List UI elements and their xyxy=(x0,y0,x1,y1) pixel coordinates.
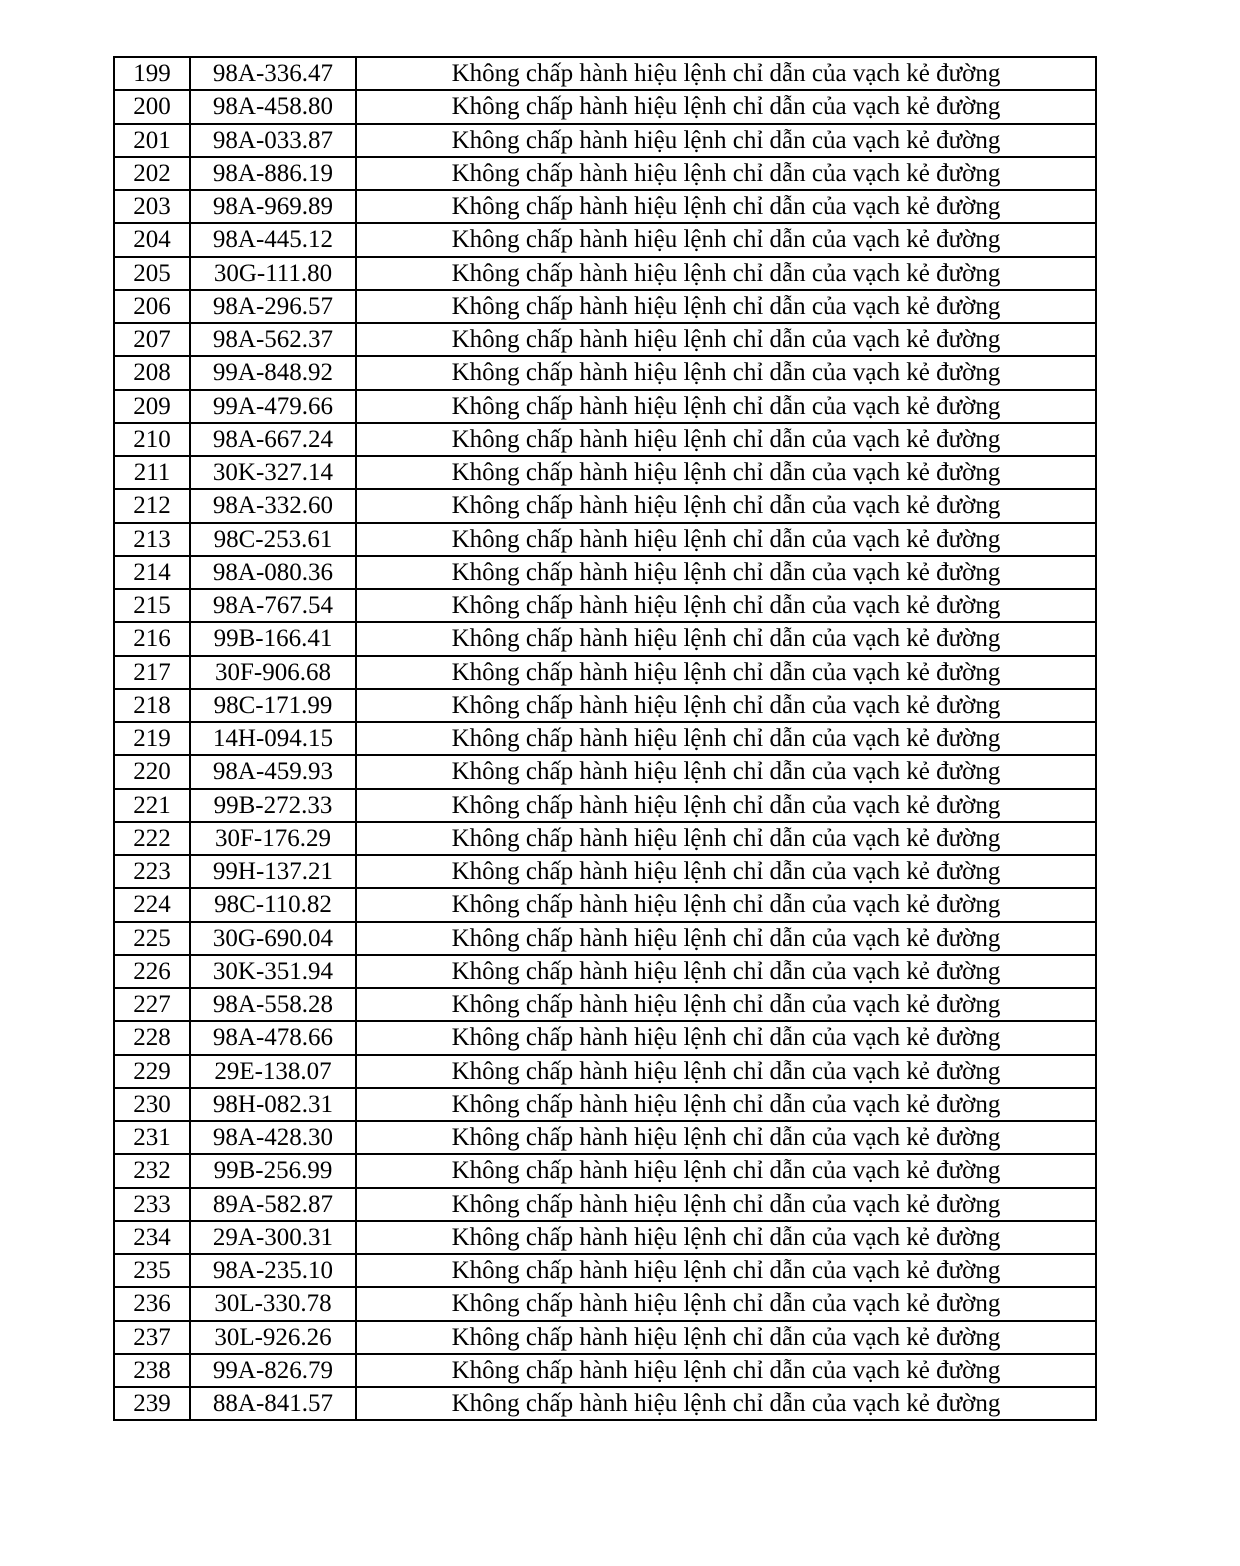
violation-description: Không chấp hành hiệu lệnh chỉ dẫn của vạch kẻ đường xyxy=(356,523,1096,556)
license-plate: 88A-841.57 xyxy=(190,1387,356,1420)
table-row xyxy=(114,589,1096,622)
license-plate: 98A-558.28 xyxy=(190,988,356,1021)
row-number: 224 xyxy=(114,888,190,921)
license-plate: 30K-351.94 xyxy=(190,955,356,988)
table-row xyxy=(114,689,1096,722)
violation-description: Không chấp hành hiệu lệnh chỉ dẫn của vạch kẻ đường xyxy=(356,456,1096,489)
license-plate: 98A-033.87 xyxy=(190,124,356,157)
violation-description: Không chấp hành hiệu lệnh chỉ dẫn của vạch kẻ đường xyxy=(356,1221,1096,1254)
violation-description: Không chấp hành hiệu lệnh chỉ dẫn của vạch kẻ đường xyxy=(356,1188,1096,1221)
license-plate: 98A-445.12 xyxy=(190,223,356,256)
row-number: 200 xyxy=(114,90,190,123)
violation-description: Không chấp hành hiệu lệnh chỉ dẫn của vạch kẻ đường xyxy=(356,1287,1096,1320)
violation-description: Không chấp hành hiệu lệnh chỉ dẫn của vạch kẻ đường xyxy=(356,888,1096,921)
table-row xyxy=(114,1287,1096,1320)
violation-description: Không chấp hành hiệu lệnh chỉ dẫn của vạch kẻ đường xyxy=(356,1154,1096,1187)
row-number: 216 xyxy=(114,622,190,655)
row-number: 202 xyxy=(114,157,190,190)
row-number: 239 xyxy=(114,1387,190,1420)
table-row xyxy=(114,722,1096,755)
violation-description: Không chấp hành hiệu lệnh chỉ dẫn của vạch kẻ đường xyxy=(356,755,1096,788)
table-row xyxy=(114,922,1096,955)
license-plate: 98A-478.66 xyxy=(190,1021,356,1054)
table-row xyxy=(114,1154,1096,1187)
row-number: 236 xyxy=(114,1287,190,1320)
row-number: 217 xyxy=(114,656,190,689)
table-row xyxy=(114,755,1096,788)
license-plate: 98H-082.31 xyxy=(190,1088,356,1121)
license-plate: 30L-926.26 xyxy=(190,1321,356,1354)
row-number: 221 xyxy=(114,789,190,822)
table-row xyxy=(114,257,1096,290)
row-number: 215 xyxy=(114,589,190,622)
row-number: 213 xyxy=(114,523,190,556)
license-plate: 98A-886.19 xyxy=(190,157,356,190)
violations-table-body xyxy=(114,57,1096,1420)
violation-description: Không chấp hành hiệu lệnh chỉ dẫn của vạch kẻ đường xyxy=(356,1055,1096,1088)
license-plate: 99B-166.41 xyxy=(190,622,356,655)
table-row xyxy=(114,955,1096,988)
license-plate: 30K-327.14 xyxy=(190,456,356,489)
table-row xyxy=(114,1221,1096,1254)
violation-description: Không chấp hành hiệu lệnh chỉ dẫn của vạch kẻ đường xyxy=(356,855,1096,888)
row-number: 237 xyxy=(114,1321,190,1354)
license-plate: 29E-138.07 xyxy=(190,1055,356,1088)
violation-description: Không chấp hành hiệu lệnh chỉ dẫn của vạch kẻ đường xyxy=(356,257,1096,290)
row-number: 223 xyxy=(114,855,190,888)
table-row xyxy=(114,1387,1096,1420)
table-row xyxy=(114,556,1096,589)
table-row xyxy=(114,124,1096,157)
license-plate: 98A-235.10 xyxy=(190,1254,356,1287)
license-plate: 98C-253.61 xyxy=(190,523,356,556)
license-plate: 99A-826.79 xyxy=(190,1354,356,1387)
violation-description: Không chấp hành hiệu lệnh chỉ dẫn của vạch kẻ đường xyxy=(356,90,1096,123)
license-plate: 99A-479.66 xyxy=(190,390,356,423)
license-plate: 30L-330.78 xyxy=(190,1287,356,1320)
violation-description: Không chấp hành hiệu lệnh chỉ dẫn của vạch kẻ đường xyxy=(356,689,1096,722)
row-number: 225 xyxy=(114,922,190,955)
table-row xyxy=(114,988,1096,1021)
violation-description: Không chấp hành hiệu lệnh chỉ dẫn của vạch kẻ đường xyxy=(356,822,1096,855)
violation-description: Không chấp hành hiệu lệnh chỉ dẫn của vạch kẻ đường xyxy=(356,955,1096,988)
row-number: 203 xyxy=(114,190,190,223)
row-number: 233 xyxy=(114,1188,190,1221)
violation-description: Không chấp hành hiệu lệnh chỉ dẫn của vạch kẻ đường xyxy=(356,922,1096,955)
row-number: 227 xyxy=(114,988,190,1021)
license-plate: 99B-256.99 xyxy=(190,1154,356,1187)
row-number: 199 xyxy=(114,57,190,90)
table-row xyxy=(114,523,1096,556)
table-row xyxy=(114,1088,1096,1121)
row-number: 210 xyxy=(114,423,190,456)
table-row xyxy=(114,822,1096,855)
row-number: 206 xyxy=(114,290,190,323)
table-row xyxy=(114,888,1096,921)
table-row xyxy=(114,290,1096,323)
row-number: 238 xyxy=(114,1354,190,1387)
license-plate: 98A-458.80 xyxy=(190,90,356,123)
license-plate: 98A-332.60 xyxy=(190,489,356,522)
table-row xyxy=(114,190,1096,223)
row-number: 218 xyxy=(114,689,190,722)
row-number: 230 xyxy=(114,1088,190,1121)
row-number: 226 xyxy=(114,955,190,988)
table-row xyxy=(114,1055,1096,1088)
violation-description: Không chấp hành hiệu lệnh chỉ dẫn của vạch kẻ đường xyxy=(356,589,1096,622)
license-plate: 98A-767.54 xyxy=(190,589,356,622)
violation-description: Không chấp hành hiệu lệnh chỉ dẫn của vạch kẻ đường xyxy=(356,988,1096,1021)
row-number: 205 xyxy=(114,257,190,290)
table-row xyxy=(114,489,1096,522)
violation-description: Không chấp hành hiệu lệnh chỉ dẫn của vạch kẻ đường xyxy=(356,423,1096,456)
table-row xyxy=(114,656,1096,689)
table-row xyxy=(114,1121,1096,1154)
violation-description: Không chấp hành hiệu lệnh chỉ dẫn của vạch kẻ đường xyxy=(356,1021,1096,1054)
violation-description: Không chấp hành hiệu lệnh chỉ dẫn của vạch kẻ đường xyxy=(356,157,1096,190)
violation-description: Không chấp hành hiệu lệnh chỉ dẫn của vạch kẻ đường xyxy=(356,290,1096,323)
table-row xyxy=(114,1321,1096,1354)
violation-description: Không chấp hành hiệu lệnh chỉ dẫn của vạch kẻ đường xyxy=(356,223,1096,256)
violation-description: Không chấp hành hiệu lệnh chỉ dẫn của vạch kẻ đường xyxy=(356,124,1096,157)
violation-description: Không chấp hành hiệu lệnh chỉ dẫn của vạch kẻ đường xyxy=(356,622,1096,655)
table-row xyxy=(114,390,1096,423)
row-number: 208 xyxy=(114,356,190,389)
license-plate: 99H-137.21 xyxy=(190,855,356,888)
table-row xyxy=(114,1021,1096,1054)
row-number: 232 xyxy=(114,1154,190,1187)
violation-description: Không chấp hành hiệu lệnh chỉ dẫn của vạch kẻ đường xyxy=(356,57,1096,90)
violation-description: Không chấp hành hiệu lệnh chỉ dẫn của vạch kẻ đường xyxy=(356,722,1096,755)
table-row xyxy=(114,456,1096,489)
row-number: 211 xyxy=(114,456,190,489)
table-row xyxy=(114,356,1096,389)
row-number: 201 xyxy=(114,124,190,157)
license-plate: 99B-272.33 xyxy=(190,789,356,822)
row-number: 204 xyxy=(114,223,190,256)
violation-description: Không chấp hành hiệu lệnh chỉ dẫn của vạch kẻ đường xyxy=(356,489,1096,522)
license-plate: 98A-667.24 xyxy=(190,423,356,456)
violation-description: Không chấp hành hiệu lệnh chỉ dẫn của vạch kẻ đường xyxy=(356,190,1096,223)
license-plate: 98C-110.82 xyxy=(190,888,356,921)
violation-description: Không chấp hành hiệu lệnh chỉ dẫn của vạch kẻ đường xyxy=(356,1088,1096,1121)
table-row xyxy=(114,1254,1096,1287)
table-row xyxy=(114,423,1096,456)
row-number: 207 xyxy=(114,323,190,356)
violation-description: Không chấp hành hiệu lệnh chỉ dẫn của vạch kẻ đường xyxy=(356,390,1096,423)
license-plate: 98A-459.93 xyxy=(190,755,356,788)
table-row xyxy=(114,622,1096,655)
row-number: 212 xyxy=(114,489,190,522)
violation-description: Không chấp hành hiệu lệnh chỉ dẫn của vạch kẻ đường xyxy=(356,556,1096,589)
license-plate: 30G-690.04 xyxy=(190,922,356,955)
table-row xyxy=(114,855,1096,888)
license-plate: 30F-906.68 xyxy=(190,656,356,689)
table-row xyxy=(114,223,1096,256)
license-plate: 98A-080.36 xyxy=(190,556,356,589)
row-number: 231 xyxy=(114,1121,190,1154)
license-plate: 89A-582.87 xyxy=(190,1188,356,1221)
row-number: 229 xyxy=(114,1055,190,1088)
violation-description: Không chấp hành hiệu lệnh chỉ dẫn của vạch kẻ đường xyxy=(356,656,1096,689)
table-row xyxy=(114,1354,1096,1387)
license-plate: 98A-296.57 xyxy=(190,290,356,323)
row-number: 214 xyxy=(114,556,190,589)
license-plate: 98A-336.47 xyxy=(190,57,356,90)
row-number: 234 xyxy=(114,1221,190,1254)
license-plate: 30F-176.29 xyxy=(190,822,356,855)
row-number: 220 xyxy=(114,755,190,788)
violation-description: Không chấp hành hiệu lệnh chỉ dẫn của vạch kẻ đường xyxy=(356,1254,1096,1287)
violation-description: Không chấp hành hiệu lệnh chỉ dẫn của vạch kẻ đường xyxy=(356,1121,1096,1154)
violation-description: Không chấp hành hiệu lệnh chỉ dẫn của vạch kẻ đường xyxy=(356,323,1096,356)
table-row xyxy=(114,90,1096,123)
row-number: 219 xyxy=(114,722,190,755)
license-plate: 29A-300.31 xyxy=(190,1221,356,1254)
violations-table xyxy=(113,56,1097,1421)
table-row xyxy=(114,789,1096,822)
violation-description: Không chấp hành hiệu lệnh chỉ dẫn của vạch kẻ đường xyxy=(356,1354,1096,1387)
license-plate: 99A-848.92 xyxy=(190,356,356,389)
license-plate: 98A-428.30 xyxy=(190,1121,356,1154)
row-number: 235 xyxy=(114,1254,190,1287)
license-plate: 98C-171.99 xyxy=(190,689,356,722)
table-row xyxy=(114,57,1096,90)
license-plate: 98A-969.89 xyxy=(190,190,356,223)
table-row xyxy=(114,323,1096,356)
table-row xyxy=(114,157,1096,190)
license-plate: 98A-562.37 xyxy=(190,323,356,356)
row-number: 228 xyxy=(114,1021,190,1054)
violation-description: Không chấp hành hiệu lệnh chỉ dẫn của vạch kẻ đường xyxy=(356,1387,1096,1420)
license-plate: 30G-111.80 xyxy=(190,257,356,290)
license-plate: 14H-094.15 xyxy=(190,722,356,755)
row-number: 209 xyxy=(114,390,190,423)
violation-description: Không chấp hành hiệu lệnh chỉ dẫn của vạch kẻ đường xyxy=(356,1321,1096,1354)
violation-description: Không chấp hành hiệu lệnh chỉ dẫn của vạch kẻ đường xyxy=(356,789,1096,822)
violation-description: Không chấp hành hiệu lệnh chỉ dẫn của vạch kẻ đường xyxy=(356,356,1096,389)
row-number: 222 xyxy=(114,822,190,855)
table-row xyxy=(114,1188,1096,1221)
